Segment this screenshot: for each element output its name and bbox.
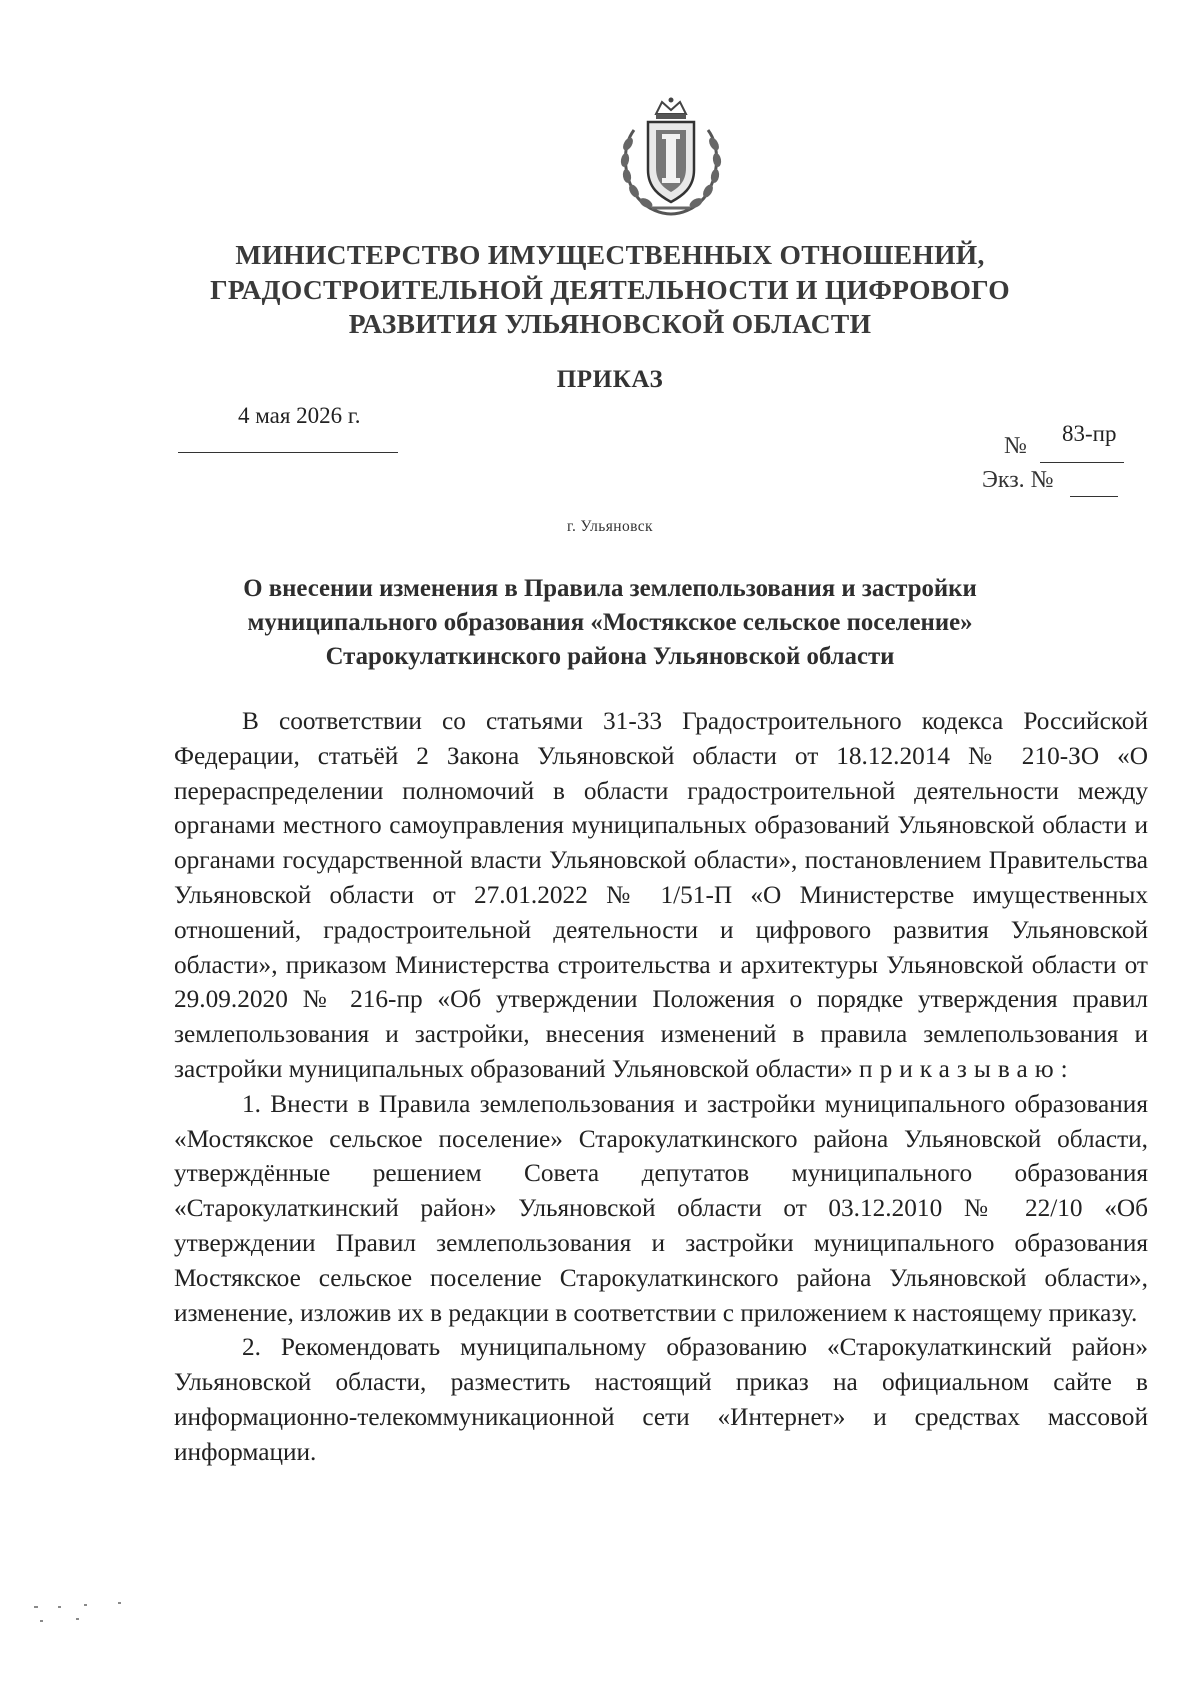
subject-line: муниципального образования «Мостякское сельское поселение» bbox=[247, 609, 973, 636]
scan-speck bbox=[84, 1604, 87, 1606]
subject-line: О внесении изменения в Правила землепользования и застройки bbox=[243, 575, 977, 602]
number-underline bbox=[1040, 462, 1124, 463]
orders-word: приказываю: bbox=[859, 1054, 1075, 1083]
scan-speck bbox=[34, 1606, 38, 1608]
order-subject bbox=[150, 572, 1070, 674]
subject-line: Старокулаткинского района Ульяновской области bbox=[325, 643, 895, 670]
ministry-line: МИНИСТЕРСТВО ИМУЩЕСТВЕННЫХ ОТНОШЕНИЙ, bbox=[235, 239, 985, 270]
order-number: 83-пр bbox=[1062, 421, 1117, 446]
scan-speck bbox=[40, 1620, 43, 1622]
preamble-text: В соответствии со статьями 31-33 Градостроительного кодекса Российской Федерации, статьёй 2 Закона Ульяновской области от 18.12.2014 № 210-ЗО «О перераспределении полномочий в области градостроительной деятельности между органами местного самоуправления муниципальных образований Ульяновской области и органами государственной власти Ульяновской области», постановлением Правительства Ульяновской области от 27.01.2022 № 1/51-П «О Министерстве имущественных отношений, градостроительной деятельности и цифрового развития Ульяновской области», приказом Министерства строительства и архитектуры Ульяновской области от 29.09.2020 № 216-пр «Об утверждении Положения о порядке утверждения правил землепользования и застройки, внесения изменений в правила землепользования и застройки муниципальных образований Ульяновской области» bbox=[174, 707, 1148, 1083]
scan-speck bbox=[76, 1618, 79, 1620]
preamble-paragraph bbox=[174, 704, 1148, 1087]
document-body bbox=[174, 704, 1148, 1470]
ministry-line: ГРАДОСТРОИТЕЛЬНОЙ ДЕЯТЕЛЬНОСТИ И ЦИФРОВОГО bbox=[210, 273, 1010, 305]
city: г. Ульяновск bbox=[566, 518, 653, 535]
item-2-paragraph: 2. Рекомендовать муниципальному образованию «Старокулаткинский район» Ульяновской области, разместить настоящий приказ на официальном сайте в информационно-телекоммуникационной сети «Интернет» и средствах массовой информации. bbox=[174, 1333, 1148, 1466]
item-1-paragraph: 1. Внести в Правила землепользования и застройки муниципального образования «Мостякское сельское поселение» Старокулаткинского района Ульяновской области, утверждённые решением Совета депутатов муниципального образования «Старокулаткинский район» Ульяновской области от 03.12.2010 № 22/10 «Об утверждении Правил землепользования и застройки муниципального образования Мостякское сельское поселение Старокулаткинского района Ульяновской области», изменение, изложив их в редакции в соответствии с приложением к настоящему приказу. bbox=[174, 1089, 1148, 1327]
ministry-line: РАЗВИТИЯ УЛЬЯНОВСКОЙ ОБЛАСТИ bbox=[348, 308, 872, 339]
scan-speck bbox=[118, 1602, 121, 1604]
order-date: 4 мая 2026 г. bbox=[238, 403, 361, 428]
order-number-label: № bbox=[1004, 433, 1027, 459]
copy-number-underline bbox=[1070, 496, 1118, 497]
copy-number-label: Экз. № bbox=[982, 467, 1054, 493]
scan-speck bbox=[58, 1606, 61, 1608]
document-type: ПРИКАЗ bbox=[556, 366, 664, 393]
coat-of-arms-icon bbox=[612, 96, 730, 220]
ministry-name bbox=[150, 238, 1070, 342]
date-underline bbox=[178, 452, 398, 453]
